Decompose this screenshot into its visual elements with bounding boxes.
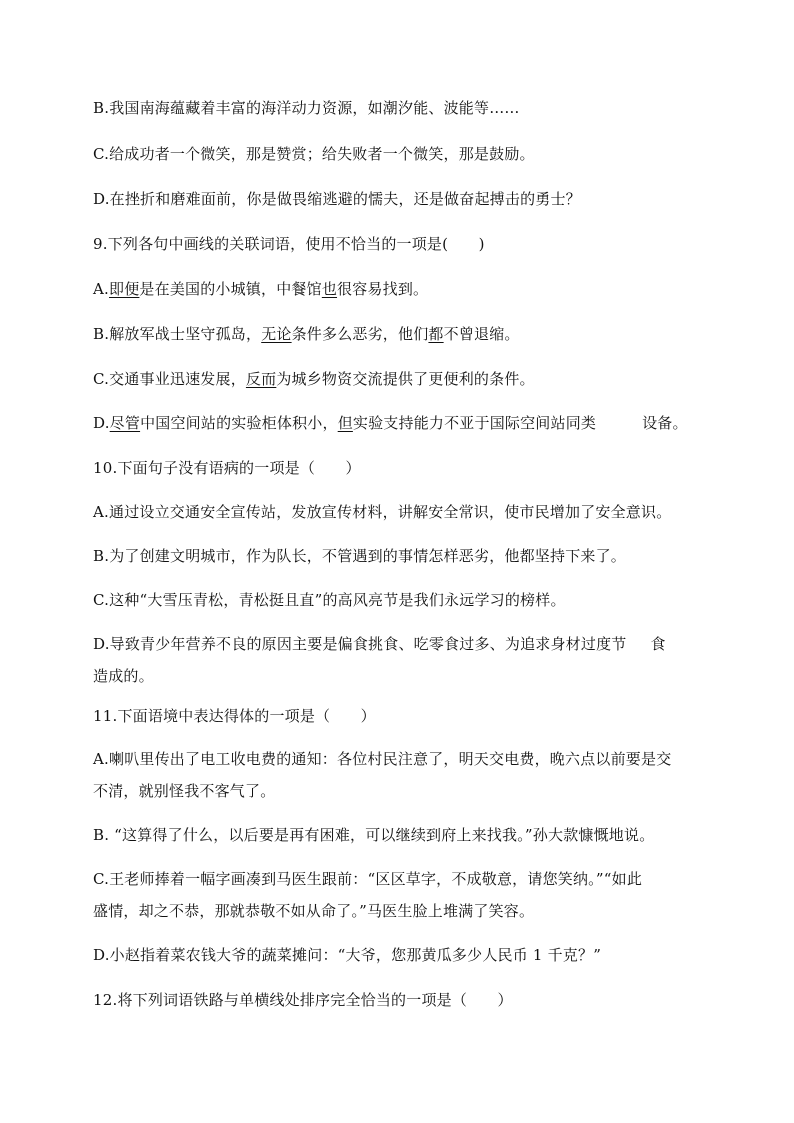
q11-option-c: C.王老师捧着一幅字画凑到马医生跟前：“区区草字，不成敬意，请您笑纳。”“如此 — [93, 870, 643, 888]
q10-option-a: A.通过设立交通安全宣传站，发放宣传材料，讲解安全常识，使市民增加了安全意识。 — [93, 503, 672, 521]
q8-option-c: C.给成功者一个微笑，那是赞赏；给失败者一个微笑，那是鼓励。 — [93, 145, 535, 163]
q9-option-b — [93, 324, 734, 344]
q9-option-c — [93, 369, 734, 389]
q11-option-c-continued: 盛情，却之不恭，那就恭敬不如从命了。”马医生脸上堆满了笑容。 — [93, 902, 535, 920]
q10-option-d — [93, 634, 734, 654]
text-segment: 是在美国的小城镇，中餐馆 — [139, 280, 322, 298]
q9-option-d — [93, 413, 734, 433]
underlined-conjunction: 尽管 — [109, 414, 141, 432]
underlined-conjunction: 无论 — [261, 325, 292, 343]
q12-stem: 12.将下列词语铁路与单横线处排序完全恰当的一项是（ ） — [93, 991, 513, 1009]
underlined-conjunction: 也 — [321, 280, 338, 298]
q11-option-b: B. “这算得了什么，以后要是再有困难，可以继续到府上来找我。”孙大款慷慨地说。 — [93, 826, 655, 844]
text-segment: A. — [93, 280, 110, 298]
q11-option-a: A.喇叭里传出了电工收电费的通知：各位村民注意了，明天交电费，晚六点以前要是交 — [93, 750, 672, 768]
text-segment: 很容易找到。 — [337, 280, 429, 298]
underlined-conjunction: 即便 — [109, 280, 140, 298]
q8-option-d: D.在挫折和磨难面前，你是做畏缩逃避的懦夫，还是做奋起搏击的勇士？ — [93, 190, 581, 208]
q10-option-c: C.这种“大雪压青松，青松挺且直”的高风亮节是我们永远学习的榜样。 — [93, 591, 566, 609]
text-segment: 实验支持能力不亚于国际空间站同类 — [352, 414, 597, 432]
q10-option-d-continued: 造成的。 — [93, 667, 154, 685]
text-segment: 食 — [650, 635, 666, 653]
q11-option-a-continued: 不清，就别怪我不客气了。 — [93, 782, 276, 800]
text-segment: 不曾退缩。 — [443, 325, 520, 343]
text-segment: D.导致青少年营养不良的原因主要是偏食挑食、吃零食过多、为追求身材过度节 — [93, 635, 627, 653]
text-segment: 为城乡物资交流提供了更便利的条件。 — [276, 370, 535, 388]
q11-option-d: D.小赵指着菜农钱大爷的蔬菜摊问：“大爷，您那黄瓜多少人民币 1 千克？” — [93, 946, 602, 964]
q11-stem: 11.下面语境中表达得体的一项是（ ） — [93, 707, 376, 725]
text-segment: C.交通事业迅速发展， — [93, 370, 246, 388]
text-segment: B.解放军战士坚守孤岛， — [93, 325, 262, 343]
q9-option-a — [93, 279, 734, 299]
q9-stem: 9.下列各句中画线的关联词语，使用不恰当的一项是( ) — [93, 235, 485, 253]
text-segment: 设备。 — [642, 414, 688, 432]
q8-option-b: B.我国南海蕴藏着丰富的海洋动力资源，如潮汐能、波能等…… — [93, 99, 520, 117]
text-segment: 条件多么恶劣，他们 — [291, 325, 429, 343]
underlined-conjunction: 但 — [337, 414, 353, 432]
text-segment: 中国空间站的实验柜体积小， — [140, 414, 338, 432]
underlined-conjunction: 反而 — [245, 370, 277, 388]
q10-stem: 10.下面句子没有语病的一项是（ ） — [93, 459, 361, 477]
text-segment: D. — [93, 414, 110, 432]
underlined-conjunction: 都 — [428, 325, 444, 343]
q10-option-b: B.为了创建文明城市，作为队长，不管遇到的事情怎样恶劣，他都坚持下来了。 — [93, 547, 626, 565]
